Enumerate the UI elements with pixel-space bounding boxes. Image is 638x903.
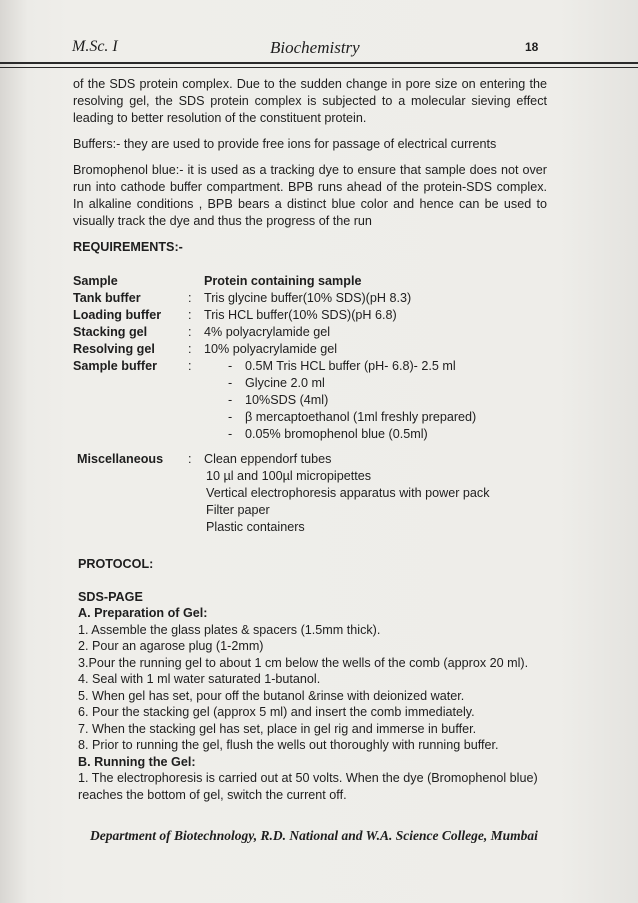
section-b-heading: B. Running the Gel: xyxy=(78,754,196,769)
page-footer: Department of Biotechnology, R.D. National and W.A. Science College, Mumbai xyxy=(90,828,538,843)
misc-item: Filter paper xyxy=(206,503,270,517)
misc-row xyxy=(73,468,543,485)
bullet-dash: - xyxy=(228,427,233,441)
sample-buffer-item: 10%SDS (4ml) xyxy=(245,393,329,407)
header-rule-thin xyxy=(0,67,638,68)
sample-buffer-row xyxy=(73,375,543,392)
requirement-label: Sample xyxy=(73,274,118,288)
paragraph: Buffers:- they are used to provide free ions for passage of electrical currents xyxy=(73,137,497,151)
requirement-row xyxy=(73,273,543,290)
requirement-label: Tank buffer xyxy=(73,291,141,305)
header-rule-thick xyxy=(0,62,638,64)
step: 4. Seal with 1 ml water saturated 1-butanol. xyxy=(78,672,321,686)
sample-buffer-item: Glycine 2.0 ml xyxy=(245,376,325,390)
requirement-value: Tris HCL buffer(10% SDS)(pH 6.8) xyxy=(204,308,397,322)
paragraph: of the SDS protein complex. Due to the sudden change in pore size on entering the resolving gel, the SDS protein complex is subjected to a molecular sieving effect leading to better resolution of the constituent protein. xyxy=(73,77,547,125)
requirement-value: 10% polyacrylamide gel xyxy=(204,342,338,356)
requirement-label: Stacking gel xyxy=(73,325,148,339)
bullet-dash: - xyxy=(228,359,233,373)
requirement-row xyxy=(73,358,543,375)
colon: : xyxy=(188,291,192,305)
requirements-list xyxy=(73,273,543,536)
paragraph: Bromophenol blue:- it is used as a tracking dye to ensure that sample does not over run into cathode buffer compartment. BPB runs ahead of the protein-SDS complex. In alkaline conditions , BPB bears a distinct blue color and hence can be used to visually track the dye and thus the progress of the run xyxy=(73,163,547,228)
misc-row xyxy=(73,519,543,536)
step: 3.Pour the running gel to about 1 cm below the wells of the comb (approx 20 ml). xyxy=(78,655,529,670)
step: 1. Assemble the glass plates & spacers (1.5mm thick). xyxy=(78,622,381,637)
colon: : xyxy=(188,308,192,322)
bullet-dash: - xyxy=(228,376,233,390)
sample-buffer-row xyxy=(73,392,543,409)
colon: : xyxy=(188,359,192,373)
sample-buffer-row xyxy=(73,426,543,443)
requirement-value: Tris glycine buffer(10% SDS)(pH 8.3) xyxy=(204,291,412,305)
misc-item: 10 µl and 100µl micropipettes xyxy=(206,469,372,483)
subject-title: Biochemistry xyxy=(270,38,360,57)
sds-page-heading: SDS-PAGE xyxy=(78,589,143,604)
body-text xyxy=(73,76,547,256)
bullet-dash: - xyxy=(228,393,233,407)
misc-row xyxy=(73,451,543,468)
sample-buffer-row xyxy=(73,409,543,426)
misc-row xyxy=(73,485,543,502)
colon: : xyxy=(188,452,192,466)
protocol-section xyxy=(78,556,548,803)
bullet-dash: - xyxy=(228,410,233,424)
requirement-value: 4% polyacrylamide gel xyxy=(204,325,330,339)
section-a-heading: A. Preparation of Gel: xyxy=(78,606,208,620)
misc-row xyxy=(73,502,543,519)
requirement-label: Resolving gel xyxy=(73,342,155,356)
requirement-row xyxy=(73,307,543,324)
step: 2. Pour an agarose plug (1-2mm) xyxy=(78,639,264,653)
step: 1. The electrophoresis is carried out at 50 volts. When the dye (Bromophenol blue) reaches the bottom of gel, switch the current off. xyxy=(78,771,538,802)
course-label: M.Sc. I xyxy=(72,38,118,55)
requirement-label: Sample buffer xyxy=(73,359,157,373)
sample-buffer-item: 0.05% bromophenol blue (0.5ml) xyxy=(245,427,428,441)
requirement-row xyxy=(73,290,543,307)
requirement-value: Protein containing sample xyxy=(204,274,362,288)
page-number: 18 xyxy=(525,40,539,54)
colon: : xyxy=(188,342,192,356)
step: 8. Prior to running the gel, flush the wells out thoroughly with running buffer. xyxy=(78,738,499,752)
step: 7. When the stacking gel has set, place in gel rig and immerse in buffer. xyxy=(78,721,477,736)
requirement-row xyxy=(73,341,543,358)
requirements-heading: REQUIREMENTS:- xyxy=(73,240,183,254)
sample-buffer-item: 0.5M Tris HCL buffer (pH- 6.8)- 2.5 ml xyxy=(245,359,456,373)
misc-item: Vertical electrophoresis apparatus with power pack xyxy=(206,486,490,500)
colon: : xyxy=(188,325,192,339)
misc-label: Miscellaneous xyxy=(77,452,164,466)
step: 5. When gel has set, pour off the butanol &rinse with deionized water. xyxy=(78,688,465,703)
step: 6. Pour the stacking gel (approx 5 ml) and insert the comb immediately. xyxy=(78,705,475,719)
sample-buffer-item: β mercaptoethanol (1ml freshly prepared) xyxy=(245,410,477,424)
requirement-label: Loading buffer xyxy=(73,308,162,322)
misc-item: Clean eppendorf tubes xyxy=(204,452,332,466)
misc-item: Plastic containers xyxy=(206,520,305,534)
protocol-heading: PROTOCOL: xyxy=(78,557,154,571)
page-header xyxy=(0,0,638,78)
requirement-row xyxy=(73,324,543,341)
